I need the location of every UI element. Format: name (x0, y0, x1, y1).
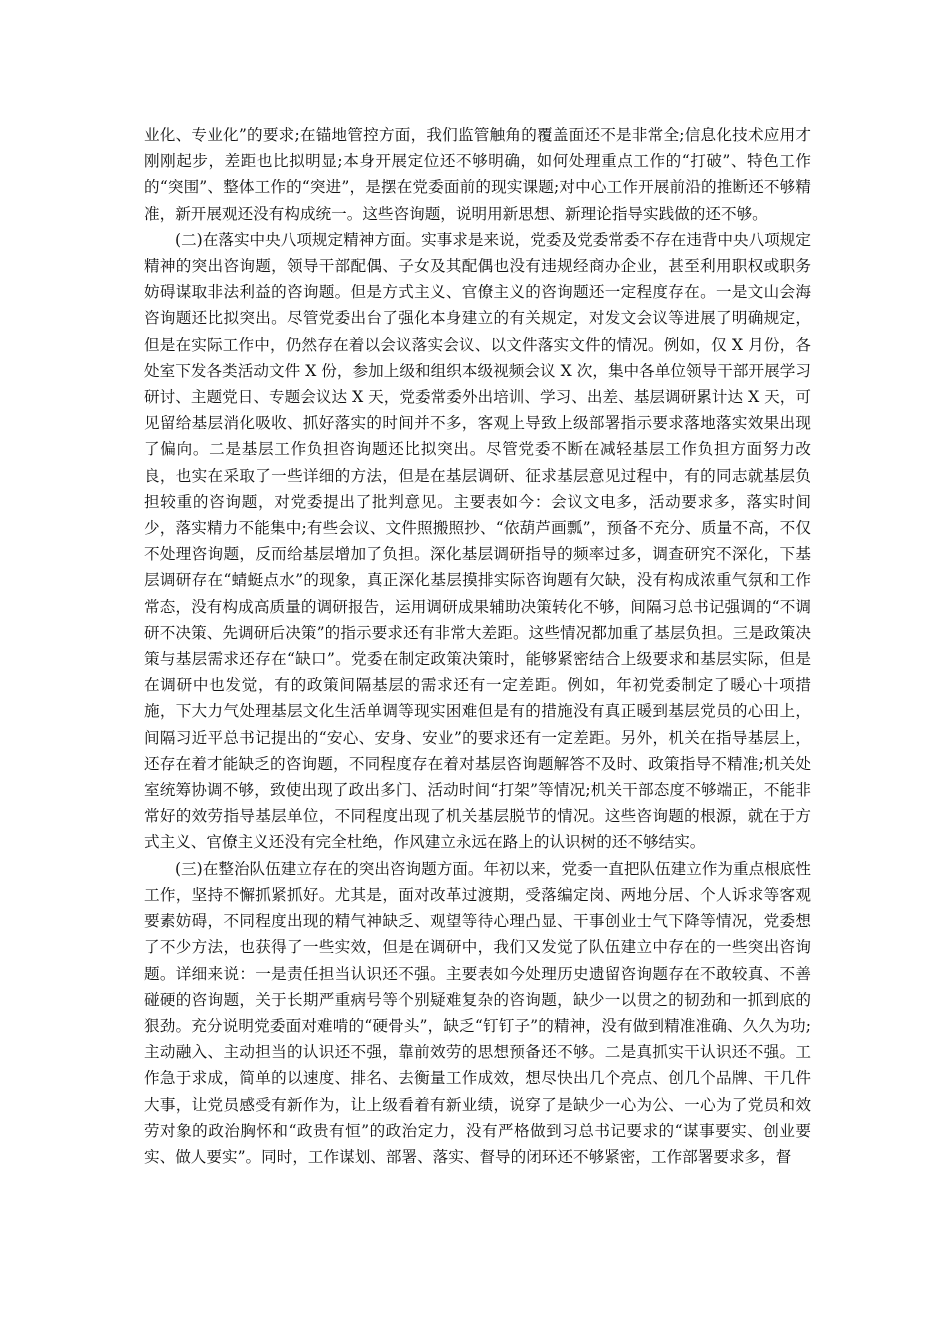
document-page (144, 122, 811, 1170)
paragraph-section-three: (三)在整治队伍建立存在的突出咨询题方面。年初以来，党委一直把队伍建立作为重点根底性工作，坚持不懈抓紧抓好。尤其是，面对改革过渡期，受落编定岗、两地分居、个人诉求等客观要素妨碍，不同程度出现的精气神缺乏、观望等待心理凸显、干事创业士气下降等情况，党委想了不少方法，也获得了一些实效，但是在调研中，我们又发觉了队伍建立中存在的一些突出咨询题。详细来说：一是责任担当认识还不强。主要表如今处理历史遗留咨询题存在不敢较真、不善碰硬的咨询题，关于长期严重病号等个别疑难复杂的咨询题，缺少一以贯之的韧劲和一抓到底的狠劲。充分说明党委面对难啃的“硬骨头”，缺乏“钉钉子”的精神，没有做到精准准确、久久为功;主动融入、主动担当的认识还不强，靠前效劳的思想预备还不够。二是真抓实干认识还不强。工作急于求成，简单的以速度、排名、去衡量工作成效，想尽快出几个亮点、创几个品牌、干几件大事，让党员感受有新作为，让上级看着有新业绩，说穿了是缺少一心为公、一心为了党员和效劳对象的政治胸怀和“政贵有恒”的政治定力，没有严格做到习总书记要求的“谋事要实、创业要实、做人要实”。同时，工作谋划、部署、落实、督导的闭环还不够紧密，工作部署要求多，督 (144, 859, 811, 1166)
paragraph-section-two: (二)在落实中央八项规定精神方面。实事求是来说，党委及党委常委不存在违背中央八项规定精神的突出咨询题，领导干部配偶、子女及其配偶也没有违规经商办企业，甚至利用职权或职务妨碍谋取非法利益的咨询题。但是方式主义、官僚主义的咨询题还一定程度存在。一是文山会海咨询题还比拟突出。尽管党委出台了强化本身建立的有关规定，对发文会议等进展了明确规定，但是在实际工作中，仍然存在着以会议落实会议、以文件落实文件的情况。例如，仅 X 月份，各处室下发各类活动文件 X 份，参加上级和组织本级视频会议 X 次，集中各单位领导干部开展学习研讨、主题党日、专题会议达 X 天，党委常委外出培训、学习、出差、基层调研累计达 X 天，可见留给基层消化吸收、抓好落实的时间并不多，客观上导致上级部署指示要求落地落实效果出现了偏向。二是基层工作负担咨询题还比拟突出。尽管党委不断在减轻基层工作负担方面努力改良，也实在采取了一些详细的方法，但是在基层调研、征求基层意见过程中，有的同志就基层负担较重的咨询题，对党委提出了批判意见。主要表如今：会议文电多，活动要求多，落实时间少，落实精力不能集中;有些会议、文件照搬照抄、“依葫芦画瓢”，预备不充分、质量不高，不仅不处理咨询题，反而给基层增加了负担。深化基层调研指导的频率过多，调查研究不深化，下基层调研存在“蜻蜓点水”的现象，真正深化基层摸排实际咨询题有欠缺，没有构成浓重气氛和工作常态，没有构成高质量的调研报告，运用调研成果辅助决策转化不够，间隔习总书记强调的“不调研不决策、先调研后决策”的指示要求还有非常大差距。这些情况都加重了基层负担。三是政策决策与基层需求还存在“缺口”。党委在制定政策决策时，能够紧密结合上级要求和基层实际，但是在调研中也发觉，有的政策间隔基层的需求还有一定差距。例如，年初党委制定了暖心十项措施，下大力气处理基层文化生活单调等现实困难但是有的措施没有真正暖到基层党员的心田上，间隔习近平总书记提出的“安心、安身、安业”的要求还有一定差距。另外，机关在指导基层上，还存在着才能缺乏的咨询题，不同程度存在着对基层咨询题解答不及时、政策指导不精准;机关处室统筹协调不够，致使出现了政出多门、活动时间“打架”等情况;机关干部态度不够端正，不能非常好的效劳指导基层单位，不同程度出现了机关基层脱节的情况。这些咨询题的根源，就在于方式主义、官僚主义还没有完全杜绝，作风建立永远在路上的认识树的还不够结实。 (144, 230, 811, 852)
paragraph-continuation: 业化、专业化”的要求;在锚地管控方面，我们监管触角的覆盖面还不是非常全;信息化技术应用才刚刚起步，差距也比拟明显;本身开展定位还不够明确，如何处理重点工作的“打破”、特色工作的“突围”、整体工作的“突进”，是摆在党委面前的现实课题;对中心工作开展前沿的推断还不够精准，新开展观还没有构成统一。这些咨询题，说明用新思想、新理论指导实践做的还不够。 (144, 126, 811, 223)
